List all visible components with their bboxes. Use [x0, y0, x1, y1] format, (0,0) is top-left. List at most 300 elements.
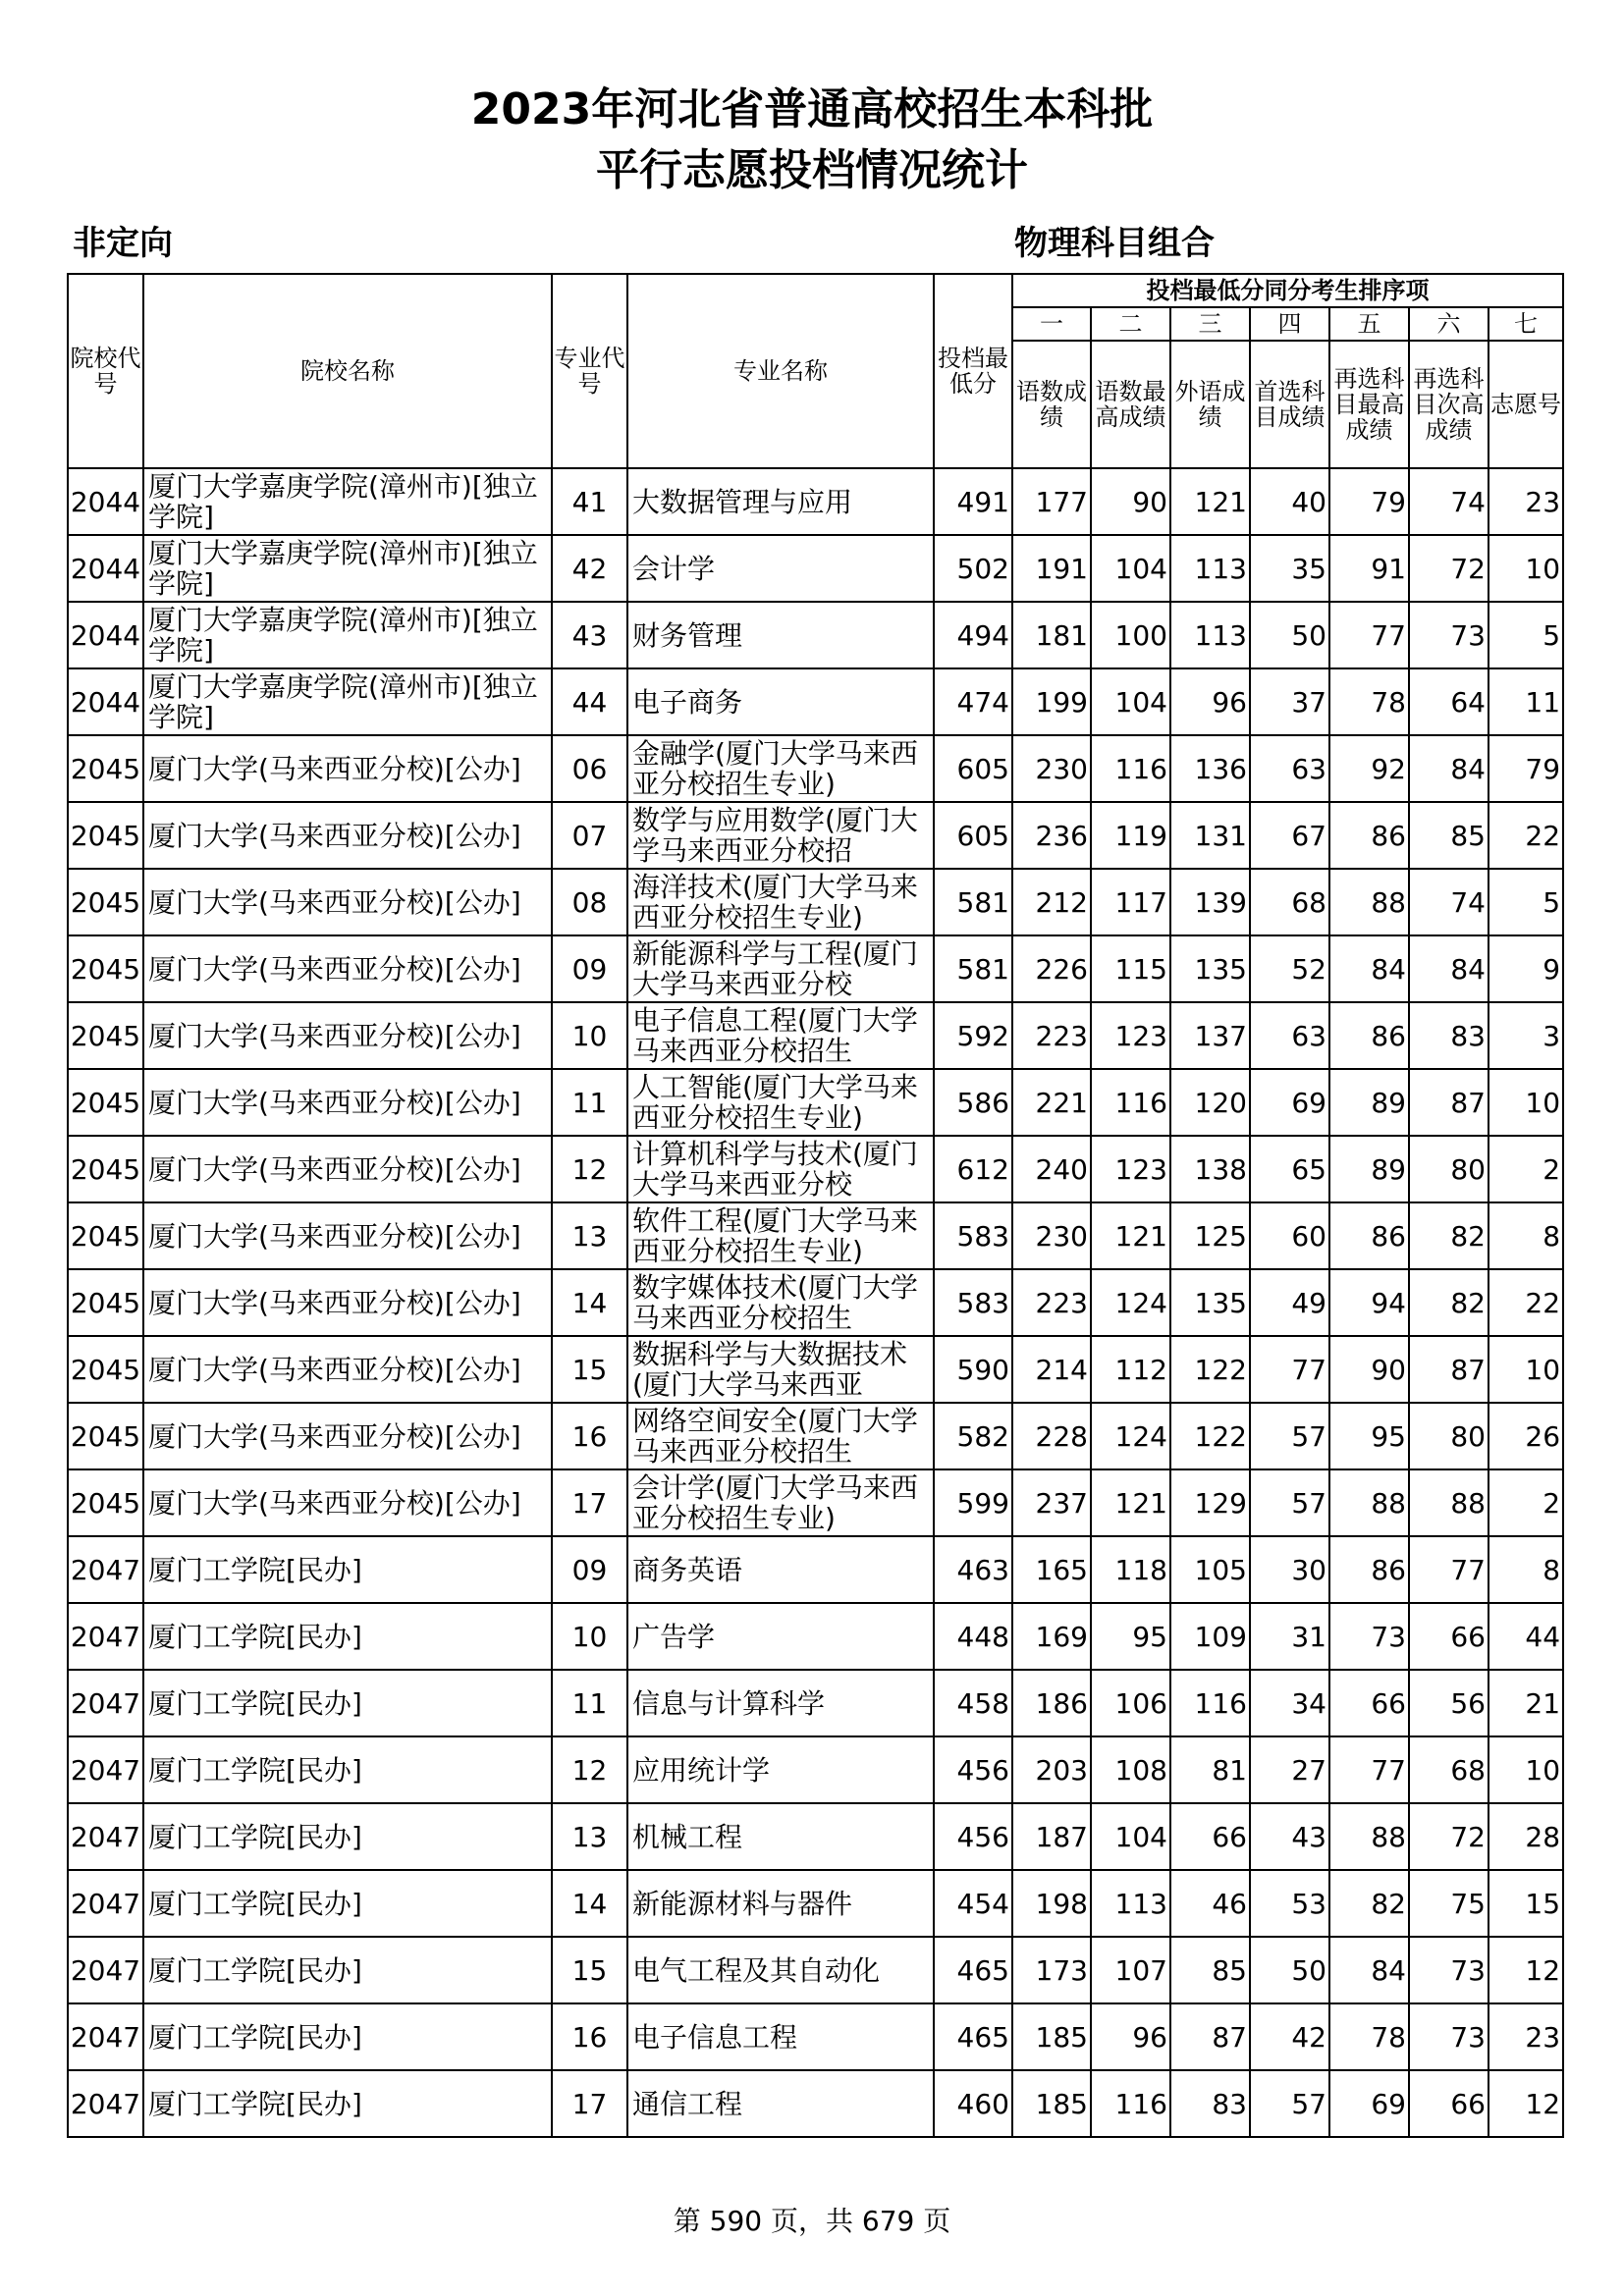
preference-number-cell: 10	[1489, 1069, 1563, 1136]
school-name-text: 厦门大学(马来西亚分校)[公办]	[148, 1220, 521, 1252]
elective-second-score-cell: 64	[1409, 668, 1489, 735]
preference-number-cell: 5	[1489, 869, 1563, 935]
chinese-math-max-cell: 116	[1091, 735, 1170, 802]
min-score-cell: 456	[934, 1803, 1012, 1870]
table-row	[68, 1336, 1563, 1403]
min-score-cell: 581	[934, 869, 1012, 935]
major-code-cell: 16	[552, 1403, 627, 1469]
elective-max-score-cell: 69	[1329, 2070, 1409, 2137]
major-name-text: 商务英语	[632, 1554, 743, 1585]
elective-max-score-cell: 86	[1329, 1536, 1409, 1603]
major-code-cell: 16	[552, 2003, 627, 2070]
chinese-math-max-cell: 116	[1091, 1069, 1170, 1136]
school-name-text: 厦门工学院[民办]	[148, 1621, 362, 1652]
elective-second-score-cell: 84	[1409, 935, 1489, 1002]
chinese-math-score-cell: 199	[1012, 668, 1091, 735]
major-code-cell: 09	[552, 935, 627, 1002]
min-score-cell: 581	[934, 935, 1012, 1002]
school-name-text: 厦门大学(马来西亚分校)[公办]	[148, 886, 521, 918]
chinese-math-max-cell: 104	[1091, 668, 1170, 735]
chinese-math-score-cell: 221	[1012, 1069, 1091, 1136]
table-row	[68, 2070, 1563, 2137]
chinese-math-score-cell: 185	[1012, 2003, 1091, 2070]
elective-second-score-cell: 87	[1409, 1336, 1489, 1403]
foreign-language-score-cell: 87	[1170, 2003, 1250, 2070]
header-sort-label: 语数成绩	[1012, 341, 1091, 468]
header-sort-label: 首选科目成绩	[1250, 341, 1329, 468]
table-row	[68, 1603, 1563, 1670]
school-code-cell: 2047	[68, 1670, 143, 1736]
school-name-cell	[143, 668, 552, 735]
elective-second-score-cell: 73	[1409, 2003, 1489, 2070]
major-name-text: 人工智能(厦门大学马来西亚分校招生专业)	[632, 1072, 918, 1133]
header-min-score: 投档最低分	[934, 274, 1012, 468]
major-code-cell: 08	[552, 869, 627, 935]
major-name-cell	[627, 1803, 934, 1870]
foreign-language-score-cell: 122	[1170, 1403, 1250, 1469]
major-name-cell	[627, 1603, 934, 1670]
major-name-text: 信息与计算科学	[632, 1687, 826, 1719]
table-row	[68, 1870, 1563, 1937]
major-name-text: 大数据管理与应用	[632, 486, 853, 517]
major-name-text: 通信工程	[632, 2088, 743, 2119]
major-code-cell: 10	[552, 1603, 627, 1670]
foreign-language-score-cell: 96	[1170, 668, 1250, 735]
major-code-cell: 42	[552, 535, 627, 602]
chinese-math-max-cell: 104	[1091, 1803, 1170, 1870]
elective-second-score-cell: 84	[1409, 735, 1489, 802]
foreign-language-score-cell: 113	[1170, 602, 1250, 668]
foreign-language-score-cell: 46	[1170, 1870, 1250, 1937]
chinese-math-max-cell: 117	[1091, 869, 1170, 935]
preference-number-cell: 10	[1489, 1336, 1563, 1403]
preference-number-cell: 26	[1489, 1403, 1563, 1469]
preference-number-cell: 2	[1489, 1469, 1563, 1536]
chinese-math-max-cell: 118	[1091, 1536, 1170, 1603]
min-score-cell: 502	[934, 535, 1012, 602]
major-code-cell: 41	[552, 468, 627, 535]
school-code-cell: 2045	[68, 735, 143, 802]
elective-max-score-cell: 88	[1329, 869, 1409, 935]
school-name-cell	[143, 1870, 552, 1937]
school-name-cell	[143, 1937, 552, 2003]
major-name-text: 应用统计学	[632, 1754, 771, 1786]
major-code-cell: 15	[552, 1336, 627, 1403]
first-subject-score-cell: 31	[1250, 1603, 1329, 1670]
chinese-math-max-cell: 123	[1091, 1002, 1170, 1069]
table-row	[68, 602, 1563, 668]
table-row	[68, 1002, 1563, 1069]
major-name-text: 会计学	[632, 553, 716, 584]
school-code-cell: 2044	[68, 535, 143, 602]
preference-number-cell: 79	[1489, 735, 1563, 802]
foreign-language-score-cell: 137	[1170, 1002, 1250, 1069]
school-name-text: 厦门工学院[民办]	[148, 2021, 362, 2053]
school-name-cell	[143, 1336, 552, 1403]
chinese-math-score-cell: 187	[1012, 1803, 1091, 1870]
table-row	[68, 1403, 1563, 1469]
school-code-cell: 2045	[68, 1336, 143, 1403]
foreign-language-score-cell: 135	[1170, 1269, 1250, 1336]
preference-number-cell: 5	[1489, 602, 1563, 668]
major-name-cell	[627, 1002, 934, 1069]
school-name-cell	[143, 2003, 552, 2070]
min-score-cell: 494	[934, 602, 1012, 668]
first-subject-score-cell: 40	[1250, 468, 1329, 535]
first-subject-score-cell: 50	[1250, 602, 1329, 668]
table-row	[68, 1736, 1563, 1803]
elective-second-score-cell: 80	[1409, 1136, 1489, 1202]
major-name-text: 会计学(厦门大学马来西亚分校招生专业)	[632, 1472, 918, 1533]
elective-max-score-cell: 78	[1329, 2003, 1409, 2070]
foreign-language-score-cell: 131	[1170, 802, 1250, 869]
header-school-code: 院校代号	[68, 274, 143, 468]
preference-number-cell: 22	[1489, 1269, 1563, 1336]
elective-second-score-cell: 72	[1409, 1803, 1489, 1870]
elective-second-score-cell: 85	[1409, 802, 1489, 869]
header-sort-group: 投档最低分同分考生排序项	[1012, 274, 1563, 307]
school-code-cell: 2045	[68, 869, 143, 935]
school-code-cell: 2047	[68, 2003, 143, 2070]
school-name-text: 厦门工学院[民办]	[148, 1954, 362, 1986]
preference-number-cell: 3	[1489, 1002, 1563, 1069]
preference-number-cell: 12	[1489, 1937, 1563, 2003]
school-name-text: 厦门大学(马来西亚分校)[公办]	[148, 1354, 521, 1385]
major-name-text: 数学与应用数学(厦门大学马来西亚分校招	[632, 805, 918, 866]
min-score-cell: 592	[934, 1002, 1012, 1069]
school-name-cell	[143, 1670, 552, 1736]
chinese-math-score-cell: 212	[1012, 869, 1091, 935]
elective-second-score-cell: 77	[1409, 1536, 1489, 1603]
chinese-math-max-cell: 112	[1091, 1336, 1170, 1403]
foreign-language-score-cell: 105	[1170, 1536, 1250, 1603]
header-sort-number: 三	[1170, 307, 1250, 341]
school-name-cell	[143, 1536, 552, 1603]
chinese-math-max-cell: 113	[1091, 1870, 1170, 1937]
school-name-cell	[143, 869, 552, 935]
min-score-cell: 458	[934, 1670, 1012, 1736]
major-name-text: 财务管理	[632, 619, 743, 651]
chinese-math-score-cell: 185	[1012, 2070, 1091, 2137]
major-code-cell: 17	[552, 2070, 627, 2137]
school-code-cell: 2045	[68, 1403, 143, 1469]
school-name-cell	[143, 1803, 552, 1870]
elective-max-score-cell: 73	[1329, 1603, 1409, 1670]
first-subject-score-cell: 77	[1250, 1336, 1329, 1403]
major-name-cell	[627, 735, 934, 802]
chinese-math-max-cell: 121	[1091, 1202, 1170, 1269]
page-footer: 第 590 页，共 679 页	[673, 2205, 951, 2237]
major-name-text: 电子信息工程	[632, 2021, 798, 2053]
major-name-cell	[627, 1136, 934, 1202]
chinese-math-max-cell: 104	[1091, 535, 1170, 602]
major-name-cell	[627, 1736, 934, 1803]
min-score-cell: 586	[934, 1069, 1012, 1136]
major-name-cell	[627, 935, 934, 1002]
major-name-cell	[627, 668, 934, 735]
header-sort-number: 二	[1091, 307, 1170, 341]
school-name-text: 厦门大学嘉庚学院(漳州市)[独立学院]	[148, 538, 538, 599]
foreign-language-score-cell: 121	[1170, 468, 1250, 535]
table-row	[68, 1069, 1563, 1136]
major-name-cell	[627, 1202, 934, 1269]
elective-second-score-cell: 73	[1409, 602, 1489, 668]
header-sort-number: 一	[1012, 307, 1091, 341]
elective-second-score-cell: 82	[1409, 1202, 1489, 1269]
foreign-language-score-cell: 113	[1170, 535, 1250, 602]
chinese-math-score-cell: 169	[1012, 1603, 1091, 1670]
preference-number-cell: 9	[1489, 935, 1563, 1002]
admission-table	[67, 273, 1564, 2138]
table-row	[68, 1202, 1563, 1269]
chinese-math-score-cell: 214	[1012, 1336, 1091, 1403]
subtitle-subject-combination: 物理科目组合	[1014, 224, 1215, 263]
elective-max-score-cell: 89	[1329, 1069, 1409, 1136]
chinese-math-max-cell: 106	[1091, 1670, 1170, 1736]
min-score-cell: 590	[934, 1336, 1012, 1403]
major-code-cell: 13	[552, 1202, 627, 1269]
first-subject-score-cell: 60	[1250, 1202, 1329, 1269]
foreign-language-score-cell: 81	[1170, 1736, 1250, 1803]
major-name-cell	[627, 602, 934, 668]
foreign-language-score-cell: 66	[1170, 1803, 1250, 1870]
table-row	[68, 869, 1563, 935]
school-code-cell: 2045	[68, 1002, 143, 1069]
header-sort-number: 四	[1250, 307, 1329, 341]
elective-max-score-cell: 77	[1329, 1736, 1409, 1803]
school-name-cell	[143, 602, 552, 668]
major-name-cell	[627, 1336, 934, 1403]
school-name-cell	[143, 2070, 552, 2137]
elective-second-score-cell: 80	[1409, 1403, 1489, 1469]
school-name-cell	[143, 1736, 552, 1803]
school-name-cell	[143, 1069, 552, 1136]
first-subject-score-cell: 35	[1250, 535, 1329, 602]
major-code-cell: 11	[552, 1670, 627, 1736]
elective-max-score-cell: 84	[1329, 1937, 1409, 2003]
school-code-cell: 2045	[68, 1469, 143, 1536]
chinese-math-score-cell: 173	[1012, 1937, 1091, 2003]
table-row	[68, 2003, 1563, 2070]
elective-max-score-cell: 95	[1329, 1403, 1409, 1469]
school-name-cell	[143, 935, 552, 1002]
preference-number-cell: 21	[1489, 1670, 1563, 1736]
major-name-cell	[627, 2070, 934, 2137]
major-name-cell	[627, 1937, 934, 2003]
min-score-cell: 456	[934, 1736, 1012, 1803]
chinese-math-max-cell: 124	[1091, 1403, 1170, 1469]
first-subject-score-cell: 52	[1250, 935, 1329, 1002]
min-score-cell: 454	[934, 1870, 1012, 1937]
school-code-cell: 2045	[68, 935, 143, 1002]
min-score-cell: 612	[934, 1136, 1012, 1202]
elective-second-score-cell: 73	[1409, 1937, 1489, 2003]
major-name-cell	[627, 1269, 934, 1336]
major-name-cell	[627, 1469, 934, 1536]
school-name-cell	[143, 1202, 552, 1269]
table-row	[68, 668, 1563, 735]
header-sort-label: 志愿号	[1489, 341, 1563, 468]
table-row	[68, 735, 1563, 802]
school-code-cell: 2047	[68, 2070, 143, 2137]
elective-max-score-cell: 86	[1329, 802, 1409, 869]
school-name-cell	[143, 1403, 552, 1469]
school-code-cell: 2045	[68, 1269, 143, 1336]
major-code-cell: 09	[552, 1536, 627, 1603]
foreign-language-score-cell: 116	[1170, 1670, 1250, 1736]
school-code-cell: 2044	[68, 602, 143, 668]
header-sort-label: 再选科目最高成绩	[1329, 341, 1409, 468]
school-name-cell	[143, 1269, 552, 1336]
major-name-text: 海洋技术(厦门大学马来西亚分校招生专业)	[632, 872, 918, 933]
first-subject-score-cell: 67	[1250, 802, 1329, 869]
table-row	[68, 1937, 1563, 2003]
elective-second-score-cell: 74	[1409, 468, 1489, 535]
table-row	[68, 468, 1563, 535]
school-name-cell	[143, 1002, 552, 1069]
foreign-language-score-cell: 135	[1170, 935, 1250, 1002]
school-name-text: 厦门大学(马来西亚分校)[公办]	[148, 1487, 521, 1519]
table-body	[68, 468, 1563, 2137]
major-name-cell	[627, 869, 934, 935]
school-name-cell	[143, 468, 552, 535]
first-subject-score-cell: 57	[1250, 2070, 1329, 2137]
chinese-math-score-cell: 228	[1012, 1403, 1091, 1469]
major-name-cell	[627, 1670, 934, 1736]
major-code-cell: 14	[552, 1870, 627, 1937]
elective-second-score-cell: 88	[1409, 1469, 1489, 1536]
elective-max-score-cell: 77	[1329, 602, 1409, 668]
preference-number-cell: 22	[1489, 802, 1563, 869]
major-code-cell: 14	[552, 1269, 627, 1336]
major-code-cell: 07	[552, 802, 627, 869]
foreign-language-score-cell: 139	[1170, 869, 1250, 935]
table-row	[68, 1469, 1563, 1536]
header-sort-number: 五	[1329, 307, 1409, 341]
page-title-line2: 平行志愿投档情况统计	[596, 145, 1028, 195]
major-name-cell	[627, 802, 934, 869]
chinese-math-score-cell: 236	[1012, 802, 1091, 869]
header-sort-label: 语数最高成绩	[1091, 341, 1170, 468]
table-row	[68, 1269, 1563, 1336]
school-name-text: 厦门大学(马来西亚分校)[公办]	[148, 820, 521, 851]
preference-number-cell: 10	[1489, 1736, 1563, 1803]
chinese-math-max-cell: 119	[1091, 802, 1170, 869]
elective-max-score-cell: 94	[1329, 1269, 1409, 1336]
table-row	[68, 1670, 1563, 1736]
major-code-cell: 44	[552, 668, 627, 735]
preference-number-cell: 23	[1489, 2003, 1563, 2070]
major-code-cell: 13	[552, 1803, 627, 1870]
school-code-cell: 2045	[68, 1202, 143, 1269]
elective-second-score-cell: 66	[1409, 1603, 1489, 1670]
school-name-text: 厦门工学院[民办]	[148, 1687, 362, 1719]
elective-max-score-cell: 82	[1329, 1870, 1409, 1937]
first-subject-score-cell: 57	[1250, 1403, 1329, 1469]
foreign-language-score-cell: 138	[1170, 1136, 1250, 1202]
elective-second-score-cell: 68	[1409, 1736, 1489, 1803]
first-subject-score-cell: 63	[1250, 735, 1329, 802]
table-row	[68, 535, 1563, 602]
foreign-language-score-cell: 109	[1170, 1603, 1250, 1670]
first-subject-score-cell: 34	[1250, 1670, 1329, 1736]
foreign-language-score-cell: 136	[1170, 735, 1250, 802]
major-name-text: 电气工程及其自动化	[632, 1954, 881, 1986]
elective-second-score-cell: 74	[1409, 869, 1489, 935]
school-name-text: 厦门工学院[民办]	[148, 2088, 362, 2119]
major-name-text: 电子商务	[632, 686, 743, 718]
school-code-cell: 2045	[68, 1136, 143, 1202]
header-sort-label: 再选科目次高成绩	[1409, 341, 1489, 468]
min-score-cell: 599	[934, 1469, 1012, 1536]
school-code-cell: 2047	[68, 1536, 143, 1603]
first-subject-score-cell: 37	[1250, 668, 1329, 735]
school-name-cell	[143, 1603, 552, 1670]
chinese-math-score-cell: 237	[1012, 1469, 1091, 1536]
elective-max-score-cell: 78	[1329, 668, 1409, 735]
major-name-text: 广告学	[632, 1621, 716, 1652]
chinese-math-max-cell: 121	[1091, 1469, 1170, 1536]
major-name-text: 机械工程	[632, 1821, 743, 1852]
major-name-cell	[627, 1403, 934, 1469]
preference-number-cell: 44	[1489, 1603, 1563, 1670]
major-name-cell	[627, 1870, 934, 1937]
header-sort-number: 六	[1409, 307, 1489, 341]
elective-second-score-cell: 66	[1409, 2070, 1489, 2137]
first-subject-score-cell: 43	[1250, 1803, 1329, 1870]
school-name-text: 厦门大学(马来西亚分校)[公办]	[148, 953, 521, 985]
first-subject-score-cell: 27	[1250, 1736, 1329, 1803]
chinese-math-max-cell: 90	[1091, 468, 1170, 535]
elective-second-score-cell: 87	[1409, 1069, 1489, 1136]
table-row	[68, 802, 1563, 869]
min-score-cell: 448	[934, 1603, 1012, 1670]
school-name-cell	[143, 535, 552, 602]
elective-second-score-cell: 75	[1409, 1870, 1489, 1937]
chinese-math-score-cell: 186	[1012, 1670, 1091, 1736]
min-score-cell: 605	[934, 802, 1012, 869]
preference-number-cell: 23	[1489, 468, 1563, 535]
table-row	[68, 1803, 1563, 1870]
major-name-text: 新能源材料与器件	[632, 1888, 853, 1919]
first-subject-score-cell: 49	[1250, 1269, 1329, 1336]
elective-max-score-cell: 92	[1329, 735, 1409, 802]
chinese-math-score-cell: 223	[1012, 1269, 1091, 1336]
chinese-math-score-cell: 240	[1012, 1136, 1091, 1202]
elective-max-score-cell: 84	[1329, 935, 1409, 1002]
preference-number-cell: 8	[1489, 1202, 1563, 1269]
major-code-cell: 15	[552, 1937, 627, 2003]
header-major-code: 专业代号	[552, 274, 627, 468]
chinese-math-max-cell: 116	[1091, 2070, 1170, 2137]
school-name-text: 厦门大学(马来西亚分校)[公办]	[148, 1153, 521, 1185]
foreign-language-score-cell: 120	[1170, 1069, 1250, 1136]
major-name-text: 数字媒体技术(厦门大学马来西亚分校招生	[632, 1272, 918, 1333]
school-name-cell	[143, 1469, 552, 1536]
min-score-cell: 465	[934, 1937, 1012, 2003]
school-name-text: 厦门工学院[民办]	[148, 1754, 362, 1786]
school-name-text: 厦门大学嘉庚学院(漳州市)[独立学院]	[148, 471, 538, 532]
chinese-math-score-cell: 177	[1012, 468, 1091, 535]
elective-max-score-cell: 86	[1329, 1202, 1409, 1269]
major-name-cell	[627, 1536, 934, 1603]
school-name-text: 厦门工学院[民办]	[148, 1888, 362, 1919]
first-subject-score-cell: 65	[1250, 1136, 1329, 1202]
school-name-text: 厦门工学院[民办]	[148, 1821, 362, 1852]
school-name-text: 厦门大学(马来西亚分校)[公办]	[148, 1087, 521, 1118]
foreign-language-score-cell: 85	[1170, 1937, 1250, 2003]
major-code-cell: 06	[552, 735, 627, 802]
